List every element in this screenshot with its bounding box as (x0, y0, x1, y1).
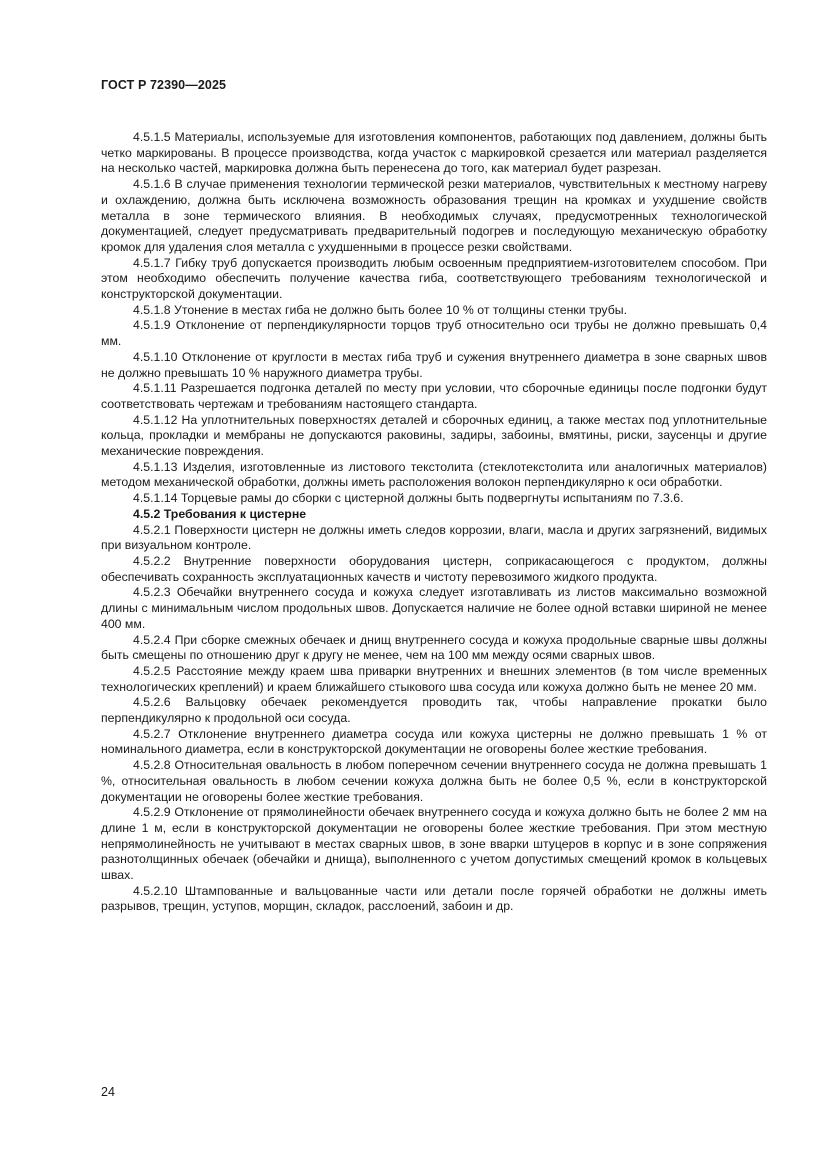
section-heading: 4.5.2 Требования к цистерне (133, 506, 307, 521)
clause-paragraph: 4.5.2.9 Отклонение от прямолинейности обечаек внутреннего сосуда и кожуха должно быть не более 2 мм на длине 1 м, если в конструкторской документации не оговорены более жесткие требования. При этом местную непрямолинейность не учитывают в местах сварных швов, в зоне вварки штуцеров в корпус и в зоне сопряжения разнотолщинных обечаек (обечайки и днища), выполненного с учетом допустимых смещений кромок в кольцевых швах. (101, 805, 767, 883)
document-body (101, 130, 767, 915)
clause-paragraph: 4.5.2.10 Штампованные и вальцованные части или детали после горячей обработки не должны иметь разрывов, трещин, уступов, морщин, складок, расслоений, забоин и др. (101, 883, 767, 914)
clause-paragraph: 4.5.1.12 На уплотнительных поверхностях деталей и сборочных единиц, а также местах под уплотнительные кольца, прокладки и мембраны не допускаются раковины, задиры, забоины, вмятины, риски, заусенцы и другие механические повреждения. (101, 412, 767, 459)
clause-paragraph: 4.5.1.10 Отклонение от круглости в местах гиба труб и сужения внутреннего диаметра в зоне сварных швов не должно превышать 10 % наружного диаметра трубы. (101, 349, 767, 380)
clause-paragraph: 4.5.1.14 Торцевые рамы до сборки с цистерной должны быть подвергнуты испытаниям по 7.3.6. (133, 491, 684, 506)
clause-paragraph: 4.5.1.13 Изделия, изготовленные из листового текстолита (стеклотекстолита или аналогичных материалов) методом механической обработки, должны иметь расположения волокон перпендикулярно к оси обработки. (101, 459, 767, 490)
document-header: ГОСТ Р 72390—2025 (101, 78, 227, 92)
clause-paragraph: 4.5.1.9 Отклонение от перпендикулярности торцов труб относительно оси трубы не должно превышать 0,4 мм. (101, 318, 767, 349)
clause-paragraph: 4.5.1.5 Материалы, используемые для изготовления компонентов, работающих под давлением, должны быть четко маркированы. В процессе производства, когда участок с маркировкой срезается или материал разделяется на несколько частей, маркировка должна быть перенесена до того, как материал будет разрезан. (101, 130, 767, 176)
clause-paragraph: 4.5.1.7 Гибку труб допускается производить любым освоенным предприятием-изготовителем способом. При этом необходимо обеспечить получение качества гиба, соответствующего требованиям технологической и конструкторской документации. (101, 255, 767, 302)
clause-paragraph: 4.5.2.8 Относительная овальность в любом поперечном сечении внутреннего сосуда не должна превышать 1 %, относительная овальность в любом сечении кожуха должна быть не более 0,5 %, если в конструкторской документации не оговорены более жесткие требования. (101, 758, 767, 804)
clause-paragraph: 4.5.2.3 Обечайки внутреннего сосуда и кожуха следует изготавливать из листов максимально возможной длины с минимальным числом продольных швов. Допускается наличие не более одной вставки шириной не менее 400 мм. (101, 585, 767, 631)
clause-paragraph: 4.5.2.5 Расстояние между краем шва приварки внутренних и внешних элементов (в том числе временных технологических креплений) и краем ближайшего стыкового шва сосуда или кожуха должно быть не менее 20 мм. (101, 663, 767, 694)
clause-paragraph: 4.5.2.2 Внутренние поверхности оборудования цистерн, соприкасающегося с продуктом, должны обеспечивать сохранность эксплуатационных качеств и чистоту перевозимого жидкого продукта. (101, 553, 767, 584)
clause-paragraph: 4.5.1.8 Утонение в местах гиба не должно быть более 10 % от толщины стенки трубы. (133, 302, 628, 317)
clause-paragraph: 4.5.2.7 Отклонение внутреннего диаметра сосуда или кожуха цистерны не должно превышать 1 % от номинального диаметра, если в конструкторской документации не оговорены более жесткие требования. (101, 726, 767, 757)
clause-paragraph: 4.5.2.6 Вальцовку обечаек рекомендуется проводить так, чтобы направление прокатки было перпендикулярно к продольной оси сосуда. (101, 695, 767, 726)
clause-paragraph: 4.5.1.6 В случае применения технологии термической резки материалов, чувствительных к местному нагреву и охлаждению, должна быть исключена возможность образования трещин на кромках и ухудшение свойств металла в зоне термического влияния. В необходимых случаях, предусмотренных технологической документацией, следует предусматривать предварительный подогрев и последующую механическую обработку кромок для удаления слоя металла с ухудшенными в процессе резки свойствами. (101, 177, 767, 254)
page-number: 24 (101, 1085, 115, 1099)
clause-paragraph: 4.5.2.4 При сборке смежных обечаек и днищ внутреннего сосуда и кожуха продольные сварные швы должны быть смещены по отношению друг к другу не менее, чем на 100 мм между осями сварных швов. (101, 632, 767, 663)
clause-paragraph: 4.5.2.1 Поверхности цистерн не должны иметь следов коррозии, влаги, масла и других загрязнений, видимых при визуальном контроле. (101, 522, 767, 553)
clause-paragraph: 4.5.1.11 Разрешается подгонка деталей по месту при условии, что сборочные единицы после подгонки будут соответствовать чертежам и требованиям настоящего стандарта. (101, 381, 767, 411)
